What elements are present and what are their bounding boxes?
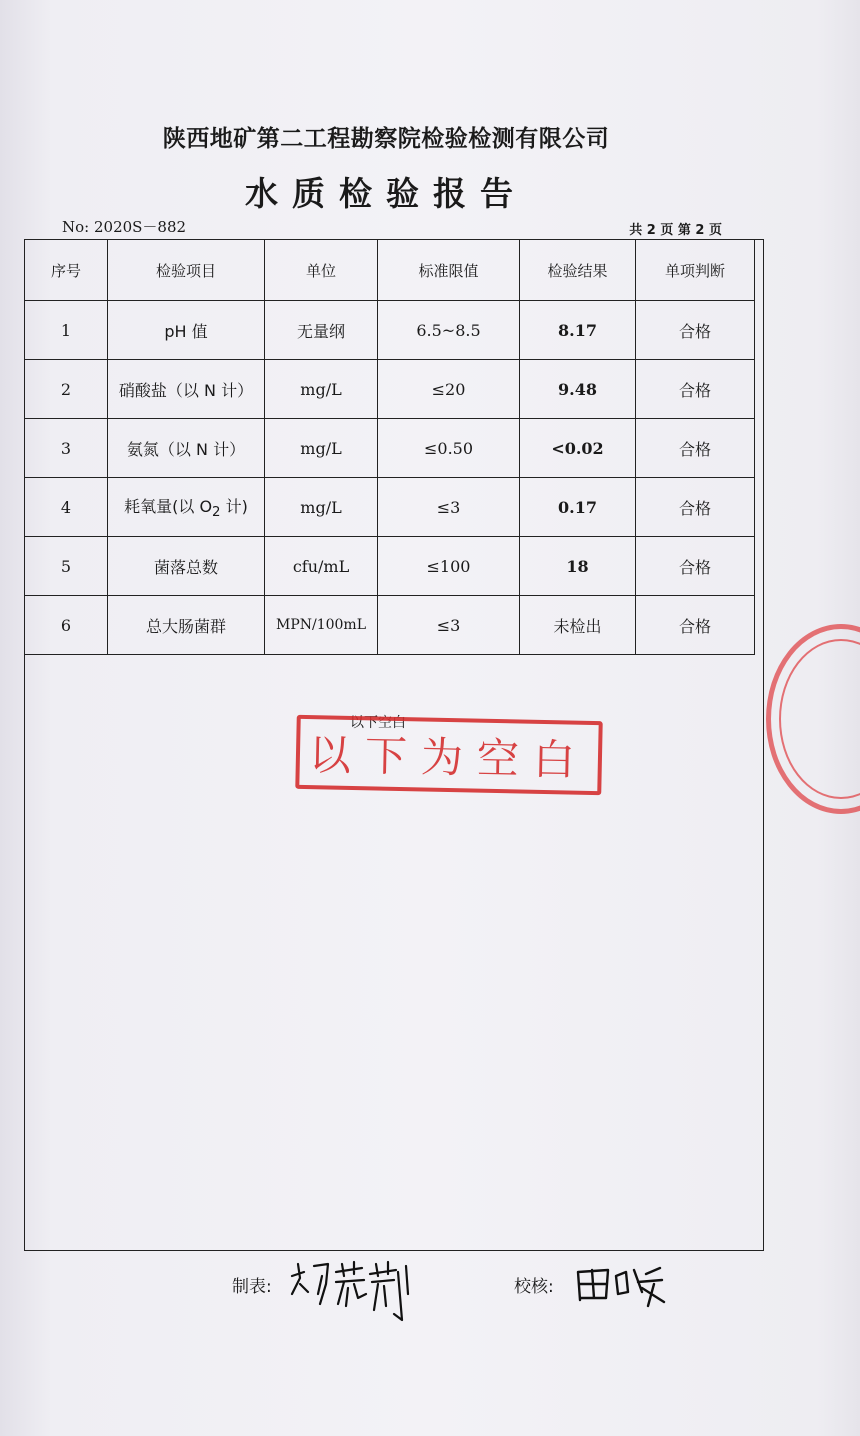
page-indicator: 共 2 页 第 2 页 [629,223,722,238]
reviewed-by-label: 校核: [514,1277,554,1297]
blank-note: 以下空白 [350,715,406,731]
cell-no: 1 [25,301,108,360]
cell-item: 硝酸盐（以 N 计） [108,360,265,419]
cell-result: <0.02 [520,419,636,478]
cell-no: 5 [25,537,108,596]
cell-limit: ≤20 [378,360,520,419]
cell-judgement: 合格 [636,301,755,360]
column-header-result: 检验结果 [520,240,636,301]
cell-no: 3 [25,419,108,478]
item-prefix: 耗氧量(以 O [124,496,213,516]
blank-stamp: 以下为空白 [295,715,602,795]
cell-unit: 无量纲 [265,301,378,360]
table-row [25,478,755,537]
results-table [24,239,755,655]
cell-limit: ≤100 [378,537,520,596]
table-header-row [25,240,755,301]
table-row [25,360,755,419]
company-seal [766,624,860,814]
cell-judgement: 合格 [636,478,755,537]
item-suffix: 计) [220,496,248,516]
cell-result: 未检出 [520,596,636,655]
cell-result: 9.48 [520,360,636,419]
cell-no: 2 [25,360,108,419]
table-row [25,301,755,360]
cell-unit: MPN/100mL [265,596,378,655]
cell-limit: ≤3 [378,478,520,537]
cell-item: 总大肠菌群 [108,596,265,655]
cell-limit: 6.5~8.5 [378,301,520,360]
cell-limit: ≤3 [378,596,520,655]
cell-result: 8.17 [520,301,636,360]
seal-inner-ring [779,639,860,799]
cell-unit: mg/L [265,419,378,478]
table-row [25,596,755,655]
report-number: No: 2020S－882 [62,218,187,236]
cell-item: 菌落总数 [108,537,265,596]
cell-judgement: 合格 [636,360,755,419]
table-row [25,537,755,596]
cell-unit: cfu/mL [265,537,378,596]
cell-result: 18 [520,537,636,596]
prepared-by-label: 制表: [232,1277,272,1297]
reviewed-by-signature [572,1262,668,1310]
cell-limit: ≤0.50 [378,419,520,478]
cell-result: 0.17 [520,478,636,537]
column-header-limit: 标准限值 [378,240,520,301]
column-header-item: 检验项目 [108,240,265,301]
table-row [25,419,755,478]
column-header-judgement: 单项判断 [636,240,755,301]
report-title: 水质检验报告 [245,174,527,213]
column-header-no: 序号 [25,240,108,301]
cell-judgement: 合格 [636,537,755,596]
cell-no: 4 [25,478,108,537]
prepared-by-signature [284,1254,414,1326]
cell-item [108,478,265,537]
cell-judgement: 合格 [636,596,755,655]
cell-item: 氨氮（以 N 计） [108,419,265,478]
cell-no: 6 [25,596,108,655]
cell-unit: mg/L [265,478,378,537]
cell-item: pH 值 [108,301,265,360]
cell-judgement: 合格 [636,419,755,478]
item-subscript: 2 [212,505,221,521]
company-name: 陕西地矿第二工程勘察院检验检测有限公司 [162,126,610,152]
cell-unit: mg/L [265,360,378,419]
column-header-unit: 单位 [265,240,378,301]
